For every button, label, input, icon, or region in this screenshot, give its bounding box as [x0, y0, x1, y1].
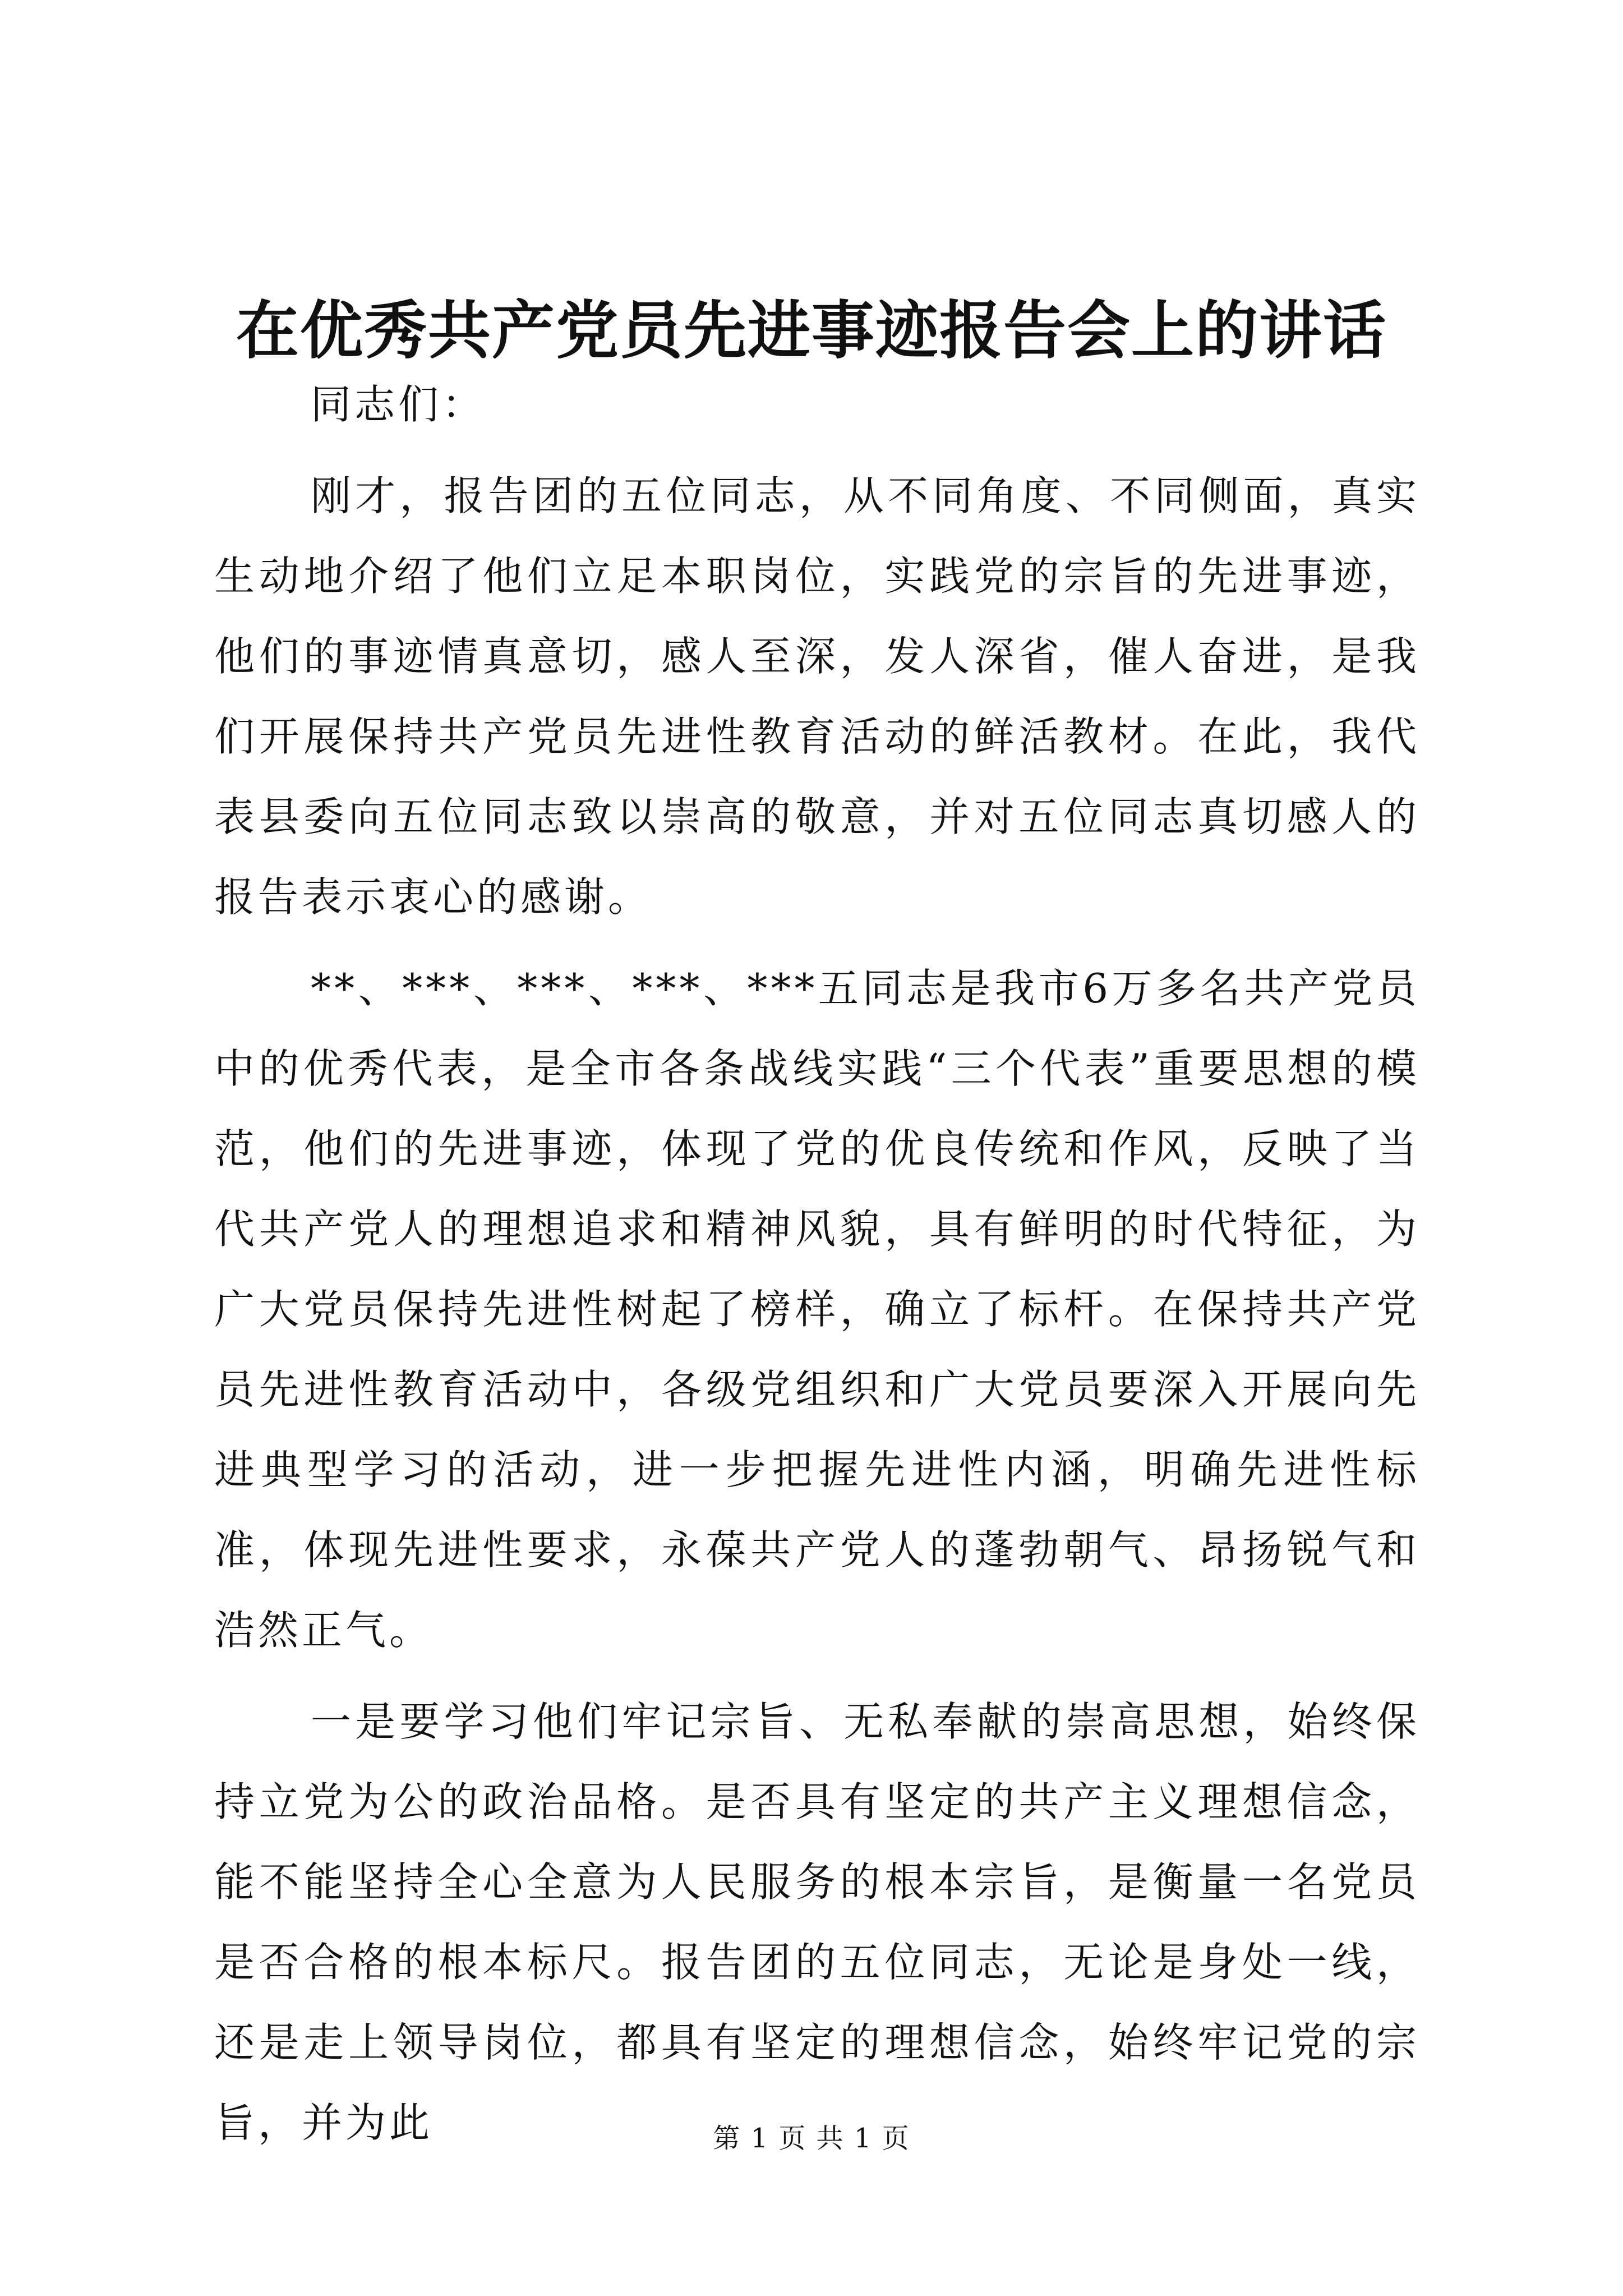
document-body — [214, 365, 1420, 2174]
body-paragraph: 刚才，报告团的五位同志，从不同角度、不同侧面，真实生动地介绍了他们立足本职岗位，实践党的宗旨的先进事迹，他们的事迹情真意切，感人至深，发人深省，催人奋进，是我们开展保持共产党员先进性教育活动的鲜活教材。在此，我代表县委向五位同志致以崇高的敬意，并对五位同志真切感人的报告表示衷心的感谢。 — [214, 472, 1420, 921]
page-footer: 第 1 页 共 1 页 — [713, 2123, 910, 2154]
body-paragraph: **、***、***、***、***五同志是我市6万多名共产党员中的优秀代表，是全市各条战线实践“三个代表”重要思想的模范，他们的先进事迹，体现了党的优良传统和作风，反映了当代共产党人的理想追求和精神风貌，具有鲜明的时代特征，为广大党员保持先进性树起了榜样，确立了标杆。在保持共产党员先进性教育活动中，各级党组织和广大党员要深入开展向先进典型学习的活动，进一步把握先进性内涵，明确先进性标准，体现先进性要求，永葆共产党人的蓬勃朝气、昂扬锐气和浩然正气。 — [214, 965, 1420, 1654]
salutation-paragraph: 同志们： — [311, 381, 486, 428]
body-paragraph: 一是要学习他们牢记宗旨、无私奉献的崇高思想，始终保持立党为公的政治品格。是否具有坚定的共产主义理想信念，能不能坚持全心全意为人民服务的根本宗旨，是衡量一名党员是否合格的根本标尺。报告团的五位同志，无论是身处一线，还是走上领导岗位，都具有坚定的理想信念，始终牢记党的宗旨，并为此 — [214, 1698, 1420, 2146]
document-title: 在优秀共产党员先进事迹报告会上的讲话 — [236, 294, 1387, 367]
